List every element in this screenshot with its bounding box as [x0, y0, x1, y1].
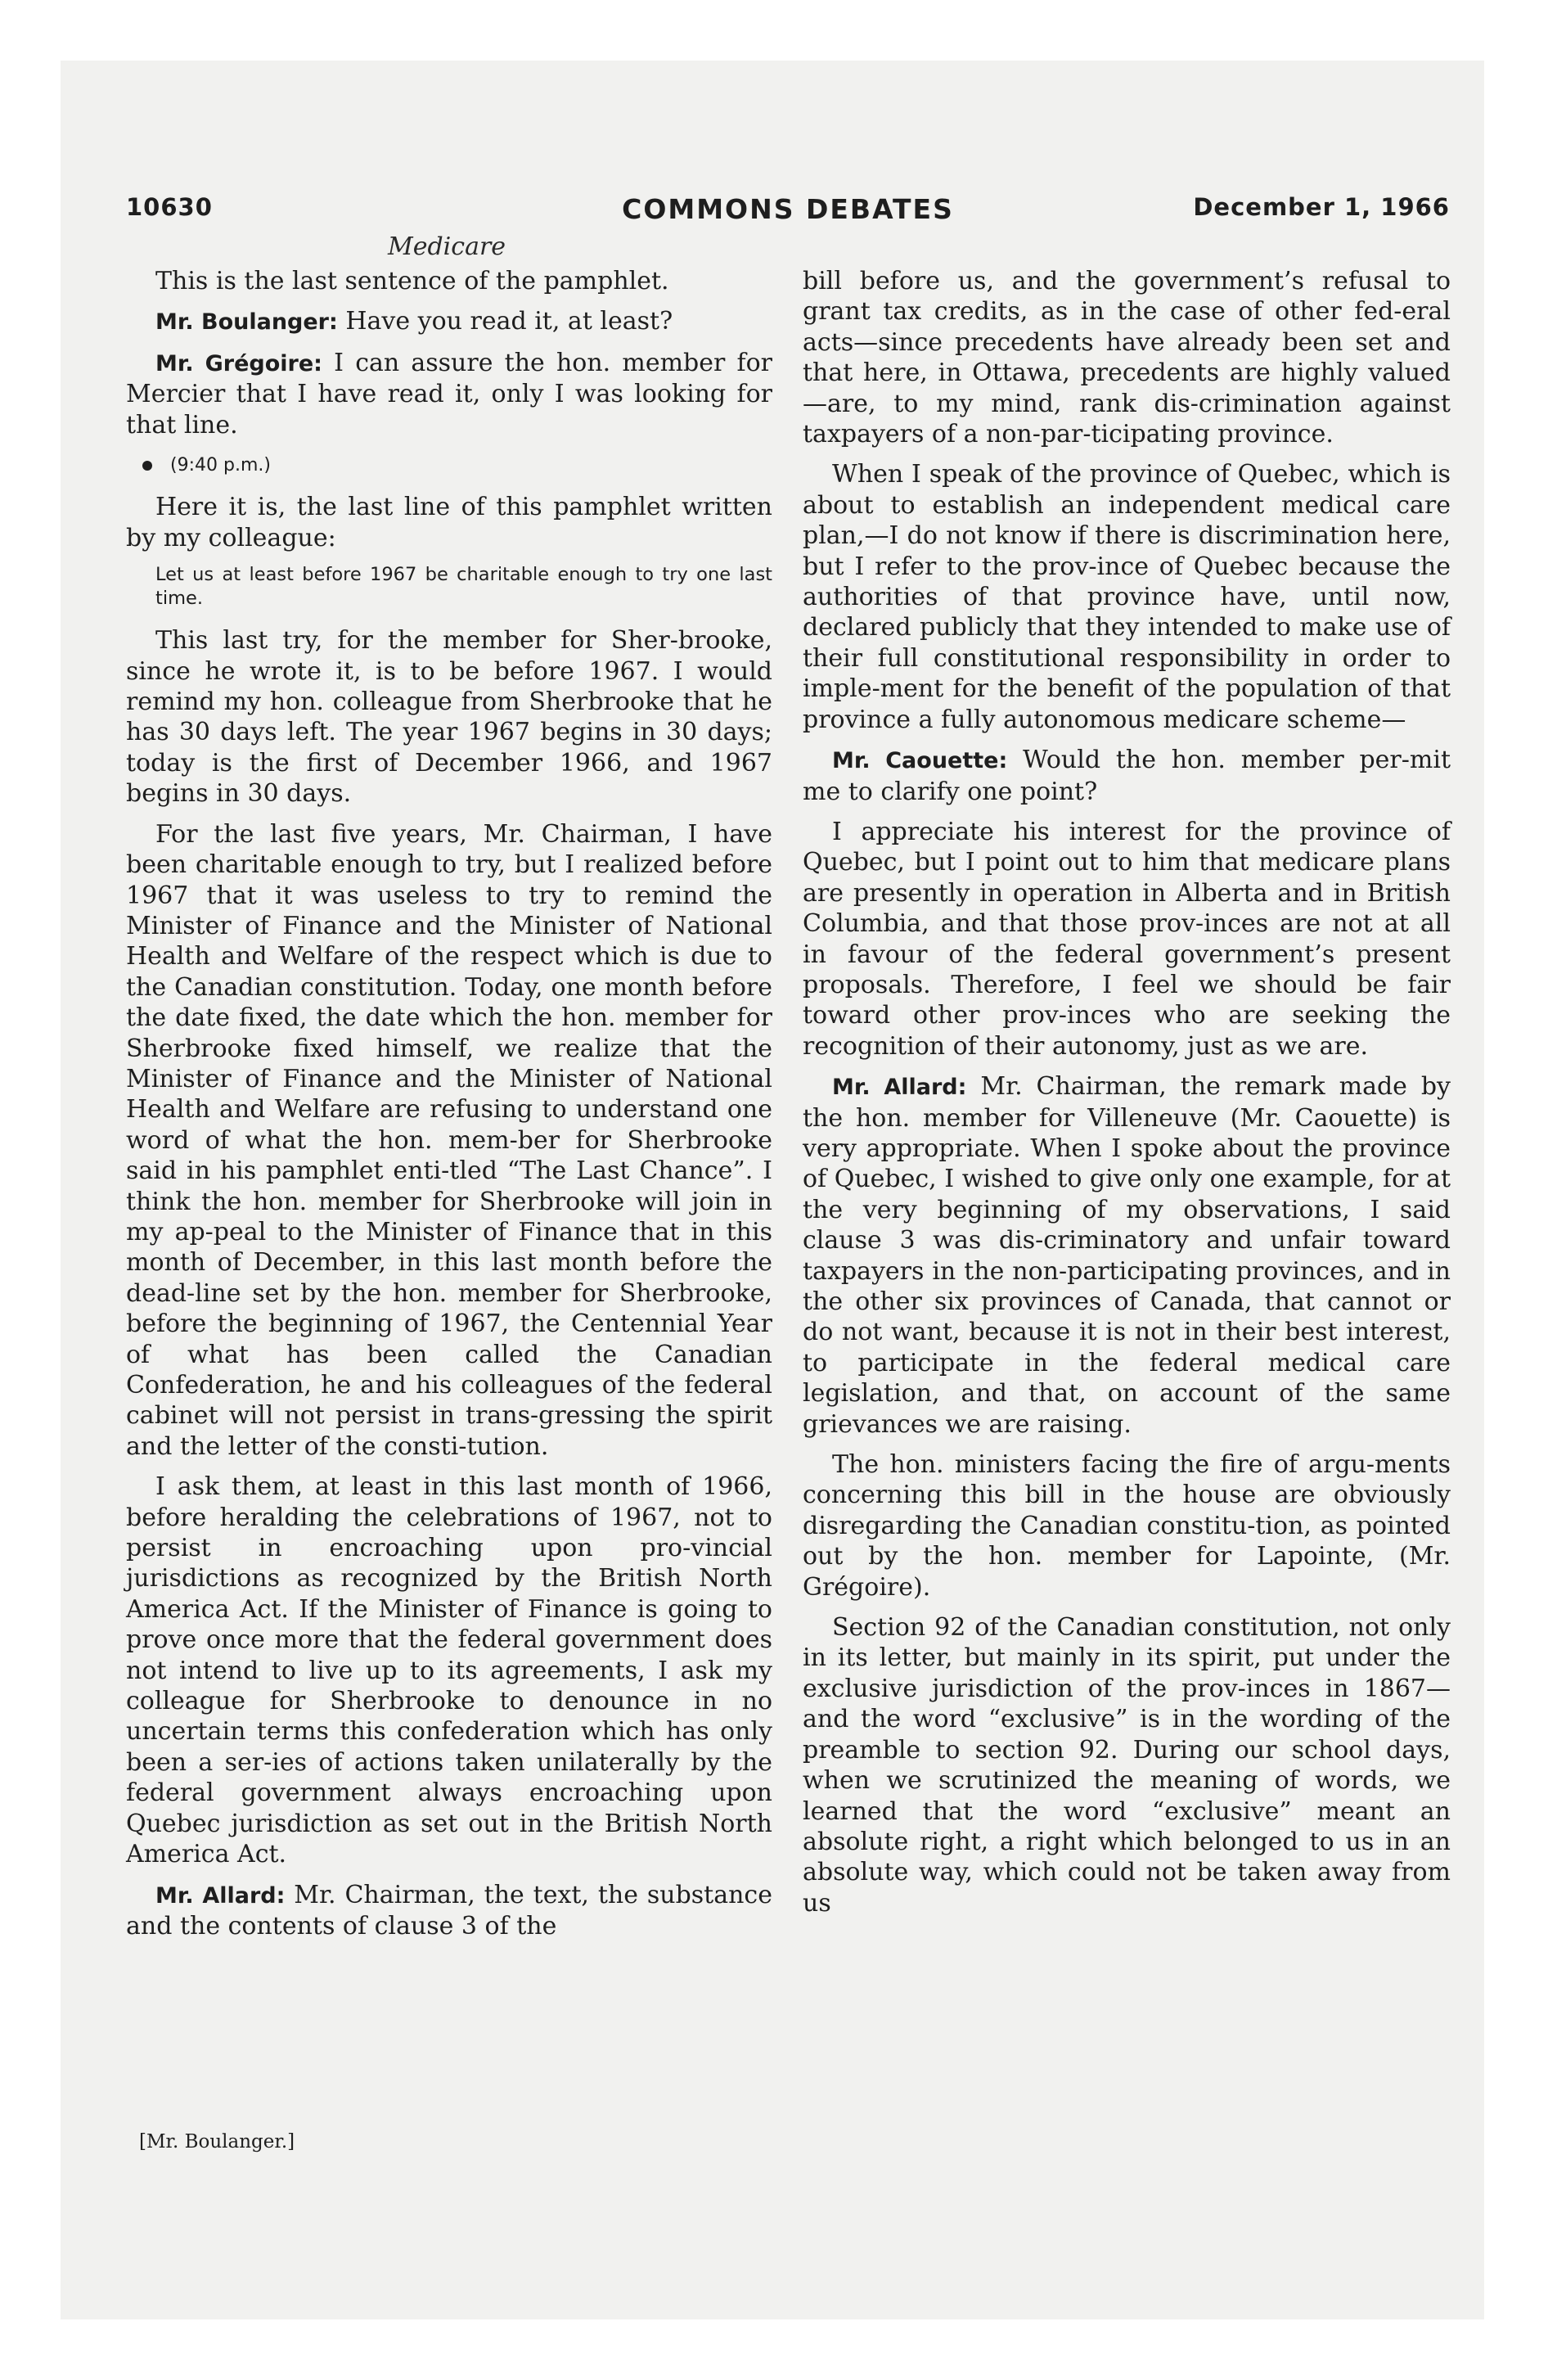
header-date: December 1, 1966: [1193, 193, 1450, 221]
section-subtitle: Medicare: [388, 232, 506, 261]
paragraph: When I speak of the province of Quebec, which is about to establish an independent medical care plan,—I do not know if there is discrimination here, but I refer to the prov-ince of Quebec because the authorities of that province have, until now, declared publicly that they intended to make use of their full constitutional responsibility in order to imple-ment for the benefit of the population of that province a fully autonomous medicare scheme—: [803, 460, 1451, 734]
paragraph: bill before us, and the government’s refusal to grant tax credits, as in the case of other fed-eral acts—since precedents have already been set and that here, in Ottawa, precedents are highly valued—are, to my mind, rank dis-crimination against taxpayers of a non-par-ticipating province.: [803, 267, 1451, 449]
speaker-name: Mr. Caouette:: [832, 748, 1008, 774]
speaker-name: Mr. Boulanger:: [155, 309, 338, 336]
block-quote: Let us at least before 1967 be charitable enough to try one last time.: [155, 564, 772, 610]
paragraph: Section 92 of the Canadian constitution, not only in its letter, but mainly in its spirit, put under the exclusive jurisdiction of the prov-inces in 1867—and the word “exclusive” is in the wording of the preamble to section 92. During our school days, when we scrutinized the meaning of words, we learned that the word “exclusive” meant an absolute right, a right which belonged to us in an absolute way, which could not be taken away from us: [803, 1613, 1451, 1918]
paragraph: I appreciate his interest for the province of Quebec, but I point out to him that medicare plans are presently in operation in Alberta and in British Columbia, and that those prov-inces are not at all in favour of the federal government’s present proposals. Therefore, I feel we should be fair toward other prov-inces who are seeking the recognition of their autonomy, just as we are.: [803, 817, 1451, 1061]
speech-paragraph: [126, 306, 772, 337]
speech-paragraph: [126, 1880, 772, 1942]
paragraph: The hon. ministers facing the fire of argu-ments concerning this bill in the house are obviously disregarding the Canadian constitu-tion, as pointed out by the hon. member for Lapointe, (Mr. Grégoire).: [803, 1450, 1451, 1602]
paragraph: I ask them, at least in this last month of 1966, before heralding the celebrations of 1967, not to persist in encroaching upon pro-vincial jurisdictions as recognized by the British North America Act. If the Minister of Finance is going to prove once more that the federal government does not intend to live up to its agreements, I ask my colleague for Sherbrooke to denounce in no uncertain terms this confederation which has only been a ser-ies of actions taken unilaterally by the federal government always encroaching upon Quebec jurisdiction as set out in the British North America Act.: [126, 1472, 772, 1869]
bullet-icon: [142, 461, 152, 471]
paragraph: Here it is, the last line of this pamphlet written by my colleague:: [126, 493, 772, 552]
paragraph: For the last five years, Mr. Chairman, I have been charitable enough to try, but I realized before 1967 that it was useless to try to remind the Minister of Finance and the Minister of National Health and Welfare of the respect which is due to the Canadian constitution. Today, one month before the date fixed, the date which the hon. member for Sherbrooke fixed himself, we realize that the Minister of Finance and the Minister of National Health and Welfare are refusing to understand one word of what the hon. mem-ber for Sherbrooke said in his pamphlet enti-tled “The Last Chance”. I think the hon. member for Sherbrooke will join in my ap-peal to the Minister of Finance that in this month of December, in this last month before the dead-line set by the hon. member for Sherbrooke, before the beginning of 1967, the Centennial Year of what has been called the Canadian Confederation, he and his colleagues of the federal cabinet will not persist in trans-gressing the spirit and the letter of the consti-tution.: [126, 819, 772, 1461]
paragraph: This is the last sentence of the pamphlet.: [155, 267, 669, 295]
paragraph: This last try, for the member for Sher-brooke, since he wrote it, is to be before 1967. I would remind my hon. colleague from Sherbrooke that he has 30 days left. The year 1967 begins in 30 days; today is the first of December 1966, and 1967 begins in 30 days.: [126, 626, 772, 809]
page-header: [126, 193, 1450, 232]
speaker-name: Mr. Allard:: [155, 1882, 286, 1909]
left-column: [126, 266, 772, 1951]
speech-paragraph: [803, 1071, 1451, 1440]
right-column: [803, 266, 1451, 1928]
speech-text: I can assure the hon. member for Mercier that I have read it, only I was looking for that line.: [126, 348, 772, 439]
speech-text: Have you read it, at least?: [337, 307, 673, 336]
speech-text: Mr. Chairman, the text, the substance and the contents of clause 3 of the: [126, 1880, 772, 1941]
journal-title: COMMONS DEBATES: [622, 193, 954, 225]
speech-paragraph: [803, 745, 1451, 807]
speaker-name: Mr. Grégoire:: [155, 350, 322, 376]
speech-text: Mr. Chairman, the remark made by the hon. member for Villeneuve (Mr. Caouette) is very appropriate. When I spoke about the province of Quebec, I wished to give only one example, for at the very beginning of my observations, I said clause 3 was dis-criminatory and unfair toward taxpayers in the non-participating provinces, and in the other six provinces of Canada, that cannot or do not want, because it is not in their best interest, to participate in the federal medical care legislation, and that, on account of the same grievances we are raising.: [803, 1072, 1451, 1439]
page-number: 10630: [126, 193, 213, 221]
speaker-name: Mr. Allard:: [832, 1075, 967, 1101]
time-stamp: [142, 450, 772, 480]
page-footer: [Mr. Boulanger.]: [139, 2131, 295, 2152]
speech-text: Would the hon. member per-mit me to clarify one point?: [803, 746, 1451, 806]
time-text: (9:40 p.m.): [170, 455, 271, 476]
speech-paragraph: [126, 348, 772, 440]
